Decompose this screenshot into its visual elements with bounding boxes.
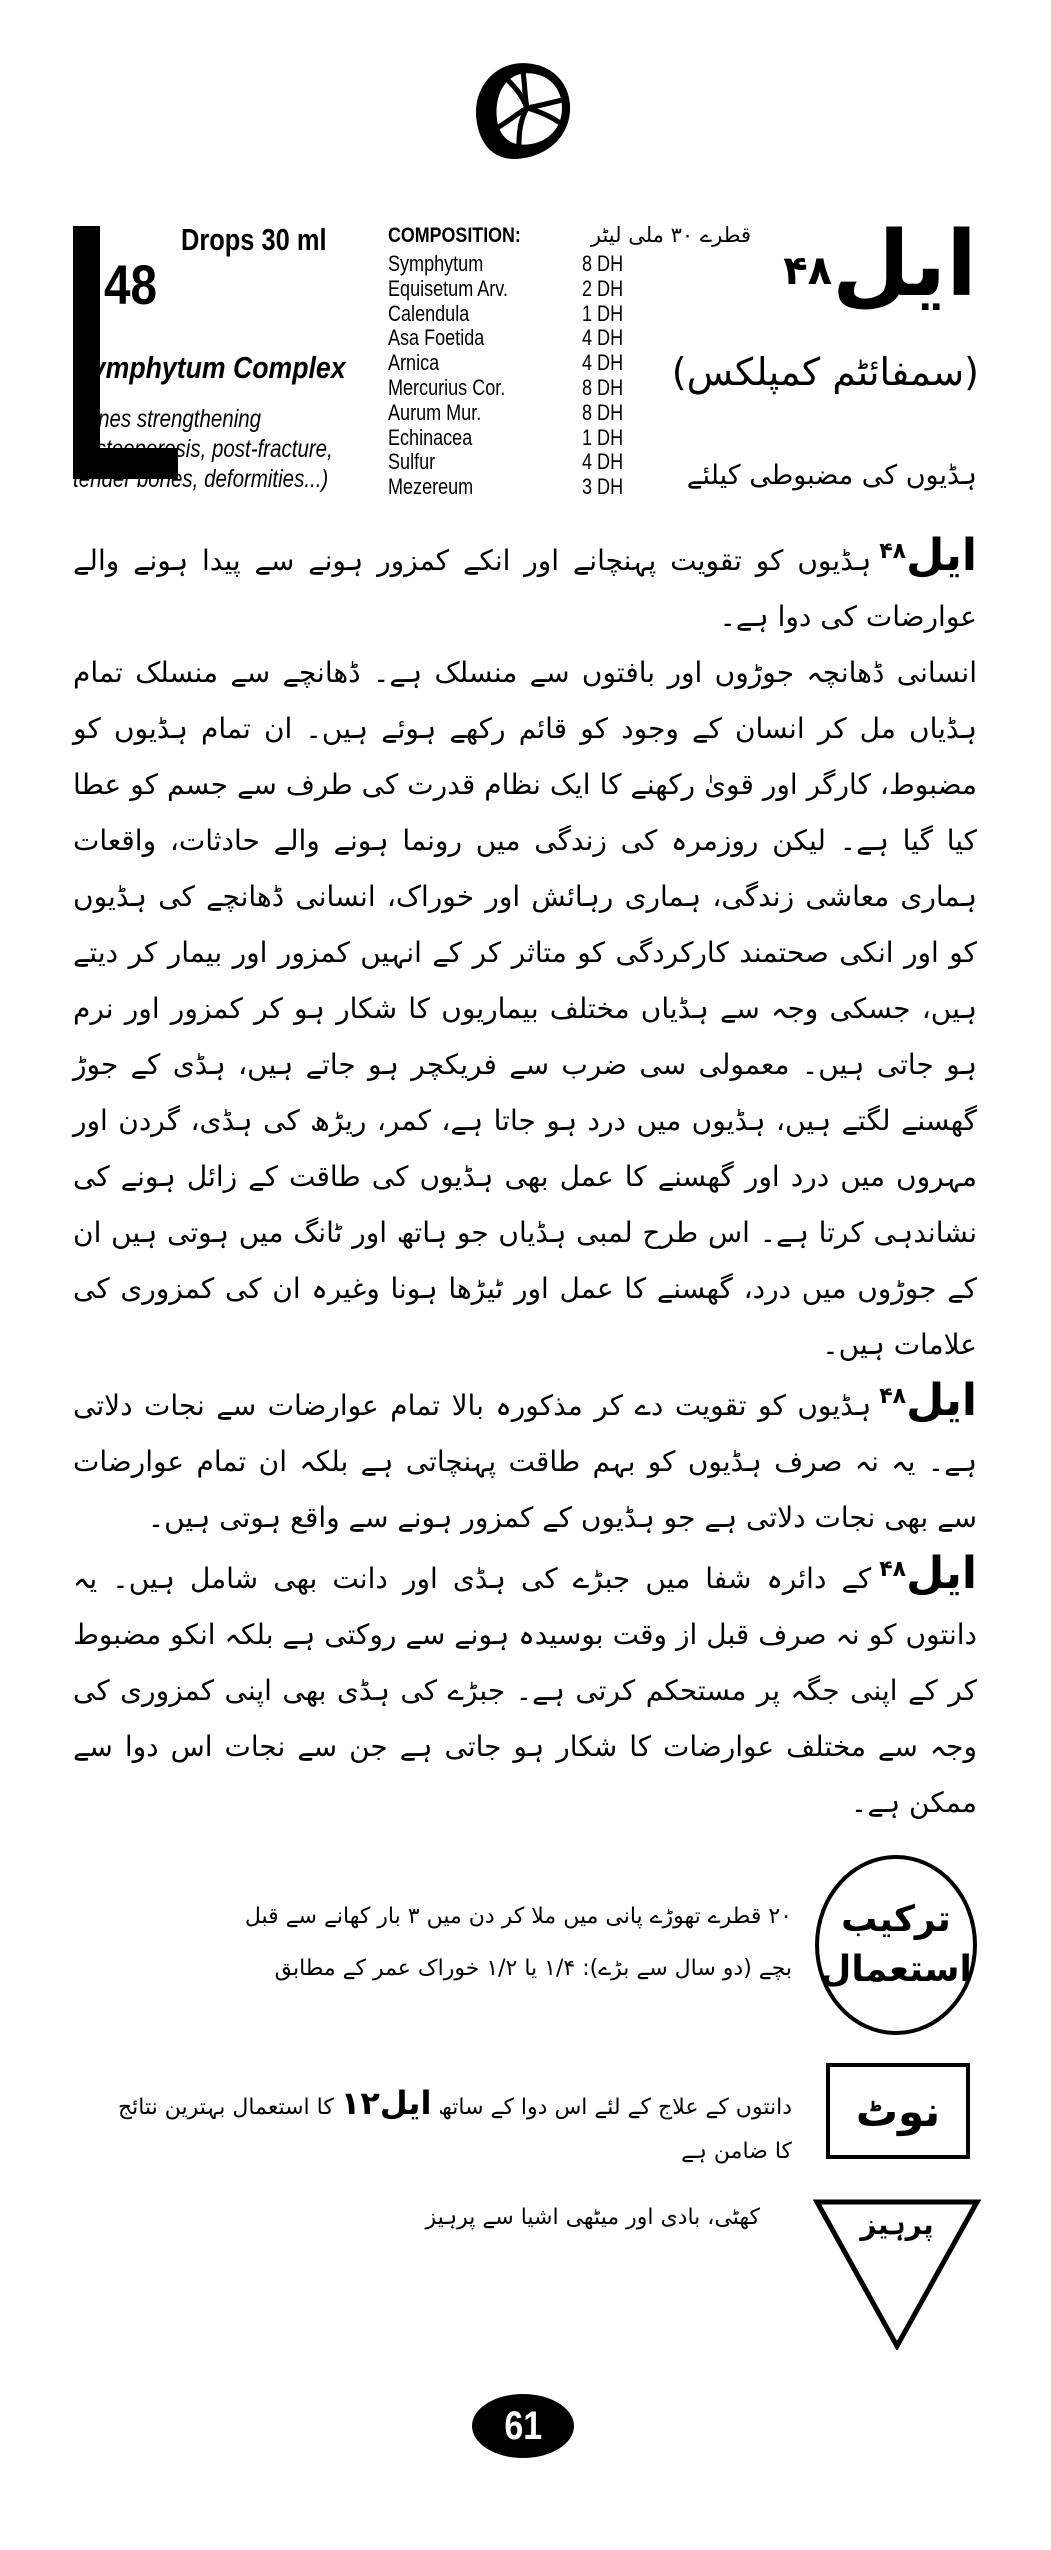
usage-line: بچے (دو سال سے بڑے): ۱/۴ یا ۱/۲ خوراک عمر کے مطابق <box>274 1956 792 1981</box>
note-badge-label: نوٹ <box>855 2086 941 2136</box>
ingredient-name: Symphytum <box>388 251 484 276</box>
urdu-tagline: ہڈیوں کی مضبوطی کیلئے <box>686 460 977 491</box>
paragraph-text: کے وجود کو قائم رکھے ہوئے ہیں۔ ان تمام ہڈیوں کو مضبوط، کارگر اور قویٰ رکھنے کا ایک <box>73 712 977 801</box>
paragraph-text: درد، گھسنے کا عمل اور ٹیڑھا ہونا وغیرہ ان کی کمزوری کی علامات ہیں۔ <box>73 1272 977 1361</box>
paragraph-text: نظام قدرت کی طرف سے جسم کو عطا کیا گیا ہے۔ لیکن روزمرہ کی زندگی میں رونما ہونے <box>73 768 978 857</box>
urdu-product-name: (سمفائٹم کمپلکس) <box>671 350 979 394</box>
inline-brand-name: ایل <box>906 1548 977 1599</box>
paragraph-text: ہڈیوں کے کمزور ہونے سے واقع ہوتی ہیں۔ <box>147 1501 655 1534</box>
paragraph <box>73 528 977 645</box>
paragraph <box>73 1373 977 1546</box>
paragraph-text: انسانی ڈھانچہ جوڑوں اور بافتوں سے منسلک ہے۔ ڈھانچے سے منسلک تمام ہڈیاں مل کر انسان <box>73 656 977 745</box>
page-footer <box>73 2394 977 2484</box>
inline-brand-name: ایل <box>906 1375 977 1426</box>
paragraph-text: ہڈی، گردن اور مہروں میں درد اور گھسنے کا عمل بھی ہڈیوں کی طاقت کے زائل ہونے کی <box>73 1104 977 1193</box>
composition-row <box>388 252 638 277</box>
indication-text <box>73 404 373 494</box>
urdu-drops-volume: قطرے ۳۰ ملی لیٹر <box>590 223 751 247</box>
ingredient-dose: 3 DH <box>582 474 624 500</box>
note-badge-box <box>826 2063 970 2159</box>
ingredient-name: Equisetum Arv. <box>388 275 508 301</box>
diet-section <box>73 2198 977 2354</box>
note-text-before: دانتوں کے علاج کے لئے اس دوا کے ساتھ <box>438 2095 792 2120</box>
paragraph-text: صرف ہڈیوں کو بہم طاقت پہنچاتی ہے بلکہ ان تمام عوارضات سے بھی نجات دلاتی ہے جو <box>73 1445 977 1534</box>
urdu-brand-number: ۴۸ <box>783 248 833 294</box>
urdu-brand-logo <box>783 200 977 330</box>
note-text-after: کا استعمال بہترین نتائج کا ضامن ہے <box>117 2095 792 2164</box>
publisher-logo-icon <box>472 58 574 162</box>
paragraph-text: ہڈیوں کو تقویت دے کر مذکورہ بالا تمام عوارضات سے نجات دلاتی ہے۔ یہ نہ <box>73 1389 977 1478</box>
page-number-badge <box>472 2394 574 2458</box>
usage-badge-line: استعمال <box>820 1949 972 1990</box>
ingredient-dose: 8 DH <box>582 374 624 400</box>
usage-badge-circle <box>815 1855 977 2035</box>
composition-row <box>388 351 638 376</box>
ingredient-dose: 1 DH <box>582 424 624 450</box>
composition-row <box>388 401 638 426</box>
urdu-brand-name: ایل <box>832 212 977 317</box>
inline-brand-number: ۴۸ <box>879 1557 907 1582</box>
composition-row <box>388 450 638 475</box>
composition-row <box>388 277 638 302</box>
ingredient-name: Sulfur <box>388 449 436 475</box>
ingredient-name: Asa Foetida <box>388 325 485 351</box>
ingredient-dose: 2 DH <box>582 275 624 301</box>
paragraph-text: ہڈیوں کو تقویت پہنچانے اور انکے کمزور ہونے سے پیدا ہونے والے عوارضات <box>73 544 977 633</box>
ingredient-name: Mercurius Cor. <box>388 374 506 400</box>
paragraph <box>73 1546 977 1831</box>
paragraph-text: والے حادثات، واقعات ہماری معاشی زندگی، ہماری رہائش اور خوراک، انسانی ڈھانچے کی <box>73 824 977 913</box>
inline-brand-name: ایل <box>906 530 977 581</box>
paragraph-text: فریکچر ہو جاتے ہیں، ہڈی کے جوڑ گھسنے لگتے ہیں، ہڈیوں میں درد ہو جاتا ہے، کمر، ریڑھ کی <box>73 1048 978 1137</box>
inline-brand-number: ۴۸ <box>879 539 907 564</box>
ingredient-dose: 1 DH <box>582 300 624 326</box>
ingredient-dose: 4 DH <box>582 350 624 376</box>
ingredient-name: Arnica <box>388 350 440 376</box>
composition-row <box>388 426 638 451</box>
note-brand: ایل۱۲ <box>340 2084 432 2122</box>
indication-line: (Osteoporosis, post-fracture, <box>73 435 333 463</box>
page-number: 61 <box>504 2403 542 2448</box>
usage-badge-line: ترکیب <box>841 1899 951 1940</box>
composition-title: COMPOSITION: <box>388 224 521 247</box>
paragraph-text: کی دوا ہے۔ <box>719 600 857 633</box>
inline-brand-logo <box>879 1371 977 1426</box>
page-content-flow <box>73 528 977 2484</box>
paragraph <box>73 645 977 1373</box>
paragraph-text: جبڑے کی ہڈی بھی اپنی کمزوری کی وجہ سے مختلف عوارضات کا شکار ہو جاتی ہے جن سے <box>73 1674 977 1763</box>
ingredient-name: Calendula <box>388 300 470 326</box>
product-name: Symphytum Complex <box>73 350 346 385</box>
usage-instructions <box>245 1891 792 1995</box>
product-code-number: 48 <box>104 253 157 316</box>
ingredient-name: Echinacea <box>388 424 473 450</box>
paragraph-text: وجہ سے ہڈیاں مختلف بیماریوں کا شکار ہو کر کمزور اور نرم ہو جاتی ہیں۔ معمولی سی ضرب سے <box>73 992 977 1081</box>
inline-brand-number: ۴۸ <box>879 1384 907 1409</box>
composition-row <box>388 326 638 351</box>
usage-line: ۲۰ قطرے تھوڑے پانی میں ملا کر دن میں ۳ بار کھانے سے قبل <box>244 1904 792 1929</box>
paragraph-text: ہڈیوں کو اور انکی صحتمند کارکردگی کو متاثر کر کے انہیں کمزور اور بیمار کر دیتے ہیں، جسکی <box>73 880 977 1025</box>
inline-brand-logo <box>879 526 977 581</box>
ingredient-dose: 8 DH <box>582 399 624 425</box>
indication-line: Bones strengthening <box>73 405 262 433</box>
drops-volume: Drops 30 ml <box>181 222 327 257</box>
paragraph-text: کے دائرہ شفا میں جبڑے کی ہڈی اور دانت بھی شامل ہیں۔ یہ دانتوں کو نہ صرف <box>73 1562 977 1651</box>
paragraph-text: نجات اس دوا سے ممکن ہے۔ <box>73 1730 977 1819</box>
composition-row <box>388 376 638 401</box>
usage-section <box>73 1855 977 2035</box>
paragraph-text: نشاندہی کرتا ہے۔ اس طرح لمبی ہڈیاں جو ہاتھ اور ٹانگ میں ہوتی ہیں ان کے جوڑوں میں <box>73 1216 977 1305</box>
note-text <box>112 2063 792 2174</box>
diet-text: کھٹی، بادی اور میٹھی اشیا سے پرہیز <box>425 2205 760 2230</box>
composition-row <box>388 302 638 327</box>
ingredient-dose: 4 DH <box>582 325 624 351</box>
indication-line: tender bones, deformities...) <box>73 465 329 493</box>
diet-badge-label: پرہیز <box>860 2208 934 2241</box>
ingredient-name: Aurum Mur. <box>388 399 482 425</box>
description-body <box>73 528 977 1831</box>
inline-brand-logo <box>879 1544 977 1599</box>
composition-row <box>388 475 638 500</box>
note-section <box>73 2063 977 2174</box>
ingredient-dose: 8 DH <box>582 251 624 276</box>
ingredient-name: Mezereum <box>388 474 474 500</box>
composition-list <box>388 252 638 500</box>
ingredient-dose: 4 DH <box>582 449 624 475</box>
paragraph-text: قبل از وقت بوسیدہ ہونے سے روکتی ہے بلکہ انکو مضبوط کر کے اپنی جگہ پر مستحکم کرتی ہے۔ <box>73 1618 977 1707</box>
